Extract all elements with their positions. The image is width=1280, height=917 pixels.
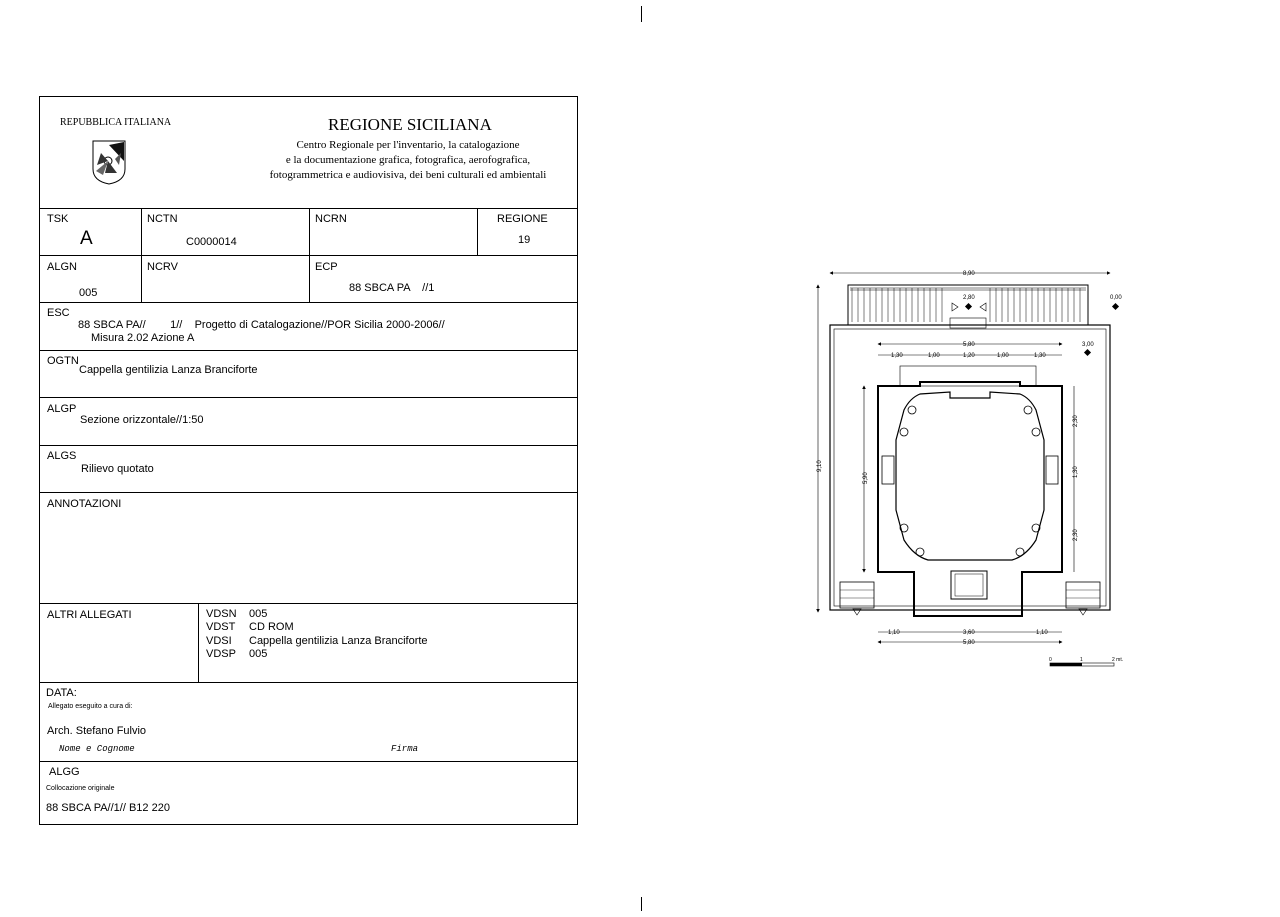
allegati-row — [206, 608, 428, 621]
level-text: 0,00 — [1110, 295, 1122, 301]
divider — [40, 682, 577, 683]
level-text: 3,00 — [1082, 342, 1094, 348]
dimension-text: 1,00 — [997, 353, 1009, 359]
level-text: 2,80 — [963, 295, 975, 301]
fold-mark-top — [641, 6, 642, 22]
column-icon — [1032, 428, 1040, 436]
scale-label: 1 — [1080, 657, 1083, 663]
esc-value-line2: Misura 2.02 Azione A — [91, 332, 195, 344]
center-line: e la documentazione grafica, fotografica, aerofografica, — [285, 154, 531, 166]
dimension-text: 2,30 — [1073, 415, 1079, 427]
algg-value: 88 SBCA PA//1// B12 220 — [46, 802, 170, 814]
allegati-value: 005 — [249, 608, 268, 620]
center-description — [258, 138, 558, 183]
regione-value: 19 — [518, 234, 531, 246]
dimension-text: 1,20 — [963, 353, 975, 359]
level-marker-icon — [1112, 303, 1119, 310]
landing — [950, 318, 986, 328]
allegati-value: CD ROM — [249, 621, 294, 634]
dimension-text: 1,30 — [891, 353, 903, 359]
side-stair — [840, 582, 874, 608]
nome-cognome-label: Nome e Cognome — [59, 744, 135, 754]
dimension-text: 1,30 — [1073, 466, 1079, 478]
arrow-icon — [952, 303, 958, 311]
divider — [141, 208, 142, 302]
regione-label: REGIONE — [497, 213, 548, 225]
region-title: REGIONE SICILIANA — [328, 115, 492, 134]
allegati-value: Cappella gentilizia Lanza Branciforte — [249, 634, 428, 647]
data-label: DATA: — [46, 687, 77, 699]
allegati-row — [206, 621, 428, 634]
algn-value: 005 — [79, 287, 98, 299]
nctn-label: NCTN — [147, 213, 178, 225]
algs-label: ALGS — [47, 450, 77, 462]
ecp-label: ECP — [315, 261, 338, 273]
esc-value-line1: 88 SBCA PA// 1// Progetto di Catalogazione//POR Sicilia 2000-2006// — [78, 319, 445, 331]
divider — [40, 603, 577, 604]
dimension-text: 3,60 — [963, 630, 975, 636]
scale-label: 0 — [1049, 657, 1052, 663]
scale-label: 2 mt. — [1112, 657, 1124, 663]
dimension-text: 9,10 — [817, 460, 823, 472]
chapel-interior — [896, 392, 1044, 560]
entrance — [951, 571, 987, 599]
column-icon — [1024, 406, 1032, 414]
dimension-text: 2,30 — [1073, 529, 1079, 541]
level-marker-icon — [965, 303, 972, 310]
level-marker-icon — [1084, 349, 1091, 356]
esc-label: ESC — [47, 307, 70, 319]
collocazione-label: Collocazione originale — [46, 785, 115, 792]
divider — [40, 761, 577, 762]
allegati-key: VDSI — [206, 634, 232, 647]
column-icon — [916, 548, 924, 556]
fold-mark-bottom — [641, 897, 642, 911]
ogtn-label: OGTN — [47, 355, 79, 367]
dimension-text: 1,10 — [1036, 630, 1048, 636]
divider — [40, 492, 577, 493]
dimension-text: 5,80 — [963, 640, 975, 646]
tsk-value: A — [80, 228, 93, 249]
ecp-value: 88 SBCA PA //1 — [349, 282, 435, 294]
divider — [40, 445, 577, 446]
allegati-key: VDST — [206, 621, 236, 634]
altri-allegati-label: ALTRI ALLEGATI — [47, 609, 132, 621]
eseguito-label: Allegato eseguito a cura di: — [48, 703, 133, 710]
center-line: fotogrammetrica e audiovisiva, dei beni culturali ed ambientali — [269, 169, 547, 181]
divider — [40, 302, 577, 303]
algs-value: Rilievo quotato — [81, 463, 154, 475]
dimension-text: 1,10 — [888, 630, 900, 636]
chapel-wall — [878, 382, 1062, 616]
center-line: Centro Regionale per l'inventario, la catalogazione — [296, 139, 520, 151]
nctn-value: C0000014 — [186, 236, 237, 248]
republic-label: REPUBBLICA ITALIANA — [60, 117, 172, 128]
algg-label: ALGG — [49, 766, 80, 778]
dimension-text: 1,30 — [1034, 353, 1046, 359]
allegati-row — [206, 635, 428, 648]
catalog-card — [39, 96, 578, 825]
ogtn-value: Cappella gentilizia Lanza Branciforte — [79, 364, 258, 376]
allegati-row — [206, 648, 428, 661]
firma-label: Firma — [391, 744, 419, 754]
ncrv-label: NCRV — [147, 261, 178, 273]
outer-wall — [830, 325, 1110, 610]
dimension-text: 5,80 — [963, 342, 975, 348]
dimension-text: 8,90 — [963, 271, 975, 277]
sicily-emblem-icon — [91, 139, 127, 185]
algp-value: Sezione orizzontale//1:50 — [80, 414, 204, 426]
divider — [198, 603, 199, 682]
allegati-value: 005 — [249, 647, 268, 660]
dimension-text: 1,00 — [928, 353, 940, 359]
ncrn-label: NCRN — [315, 213, 347, 225]
column-icon — [908, 406, 916, 414]
dimension-text: 5,90 — [863, 472, 869, 484]
column-icon — [900, 428, 908, 436]
algn-label: ALGN — [47, 261, 77, 273]
tsk-label: TSK — [47, 213, 69, 225]
divider — [40, 350, 577, 351]
floor-plan-drawing — [800, 260, 1140, 670]
arrow-icon — [980, 303, 986, 311]
scale-bar — [1049, 657, 1123, 666]
side-niche — [882, 456, 894, 484]
column-icon — [1016, 548, 1024, 556]
divider — [309, 208, 310, 302]
divider — [40, 397, 577, 398]
side-stair — [1066, 582, 1100, 608]
outer-wall-inner — [834, 329, 1106, 606]
entrance-inner — [955, 574, 983, 596]
allegati-key: VDSN — [206, 608, 237, 620]
algp-label: ALGP — [47, 403, 77, 415]
allegati-list — [206, 608, 428, 661]
allegati-key: VDSP — [206, 647, 236, 660]
side-niche — [1046, 456, 1058, 484]
divider — [477, 208, 478, 255]
author-name: Arch. Stefano Fulvio — [47, 725, 147, 737]
annotazioni-label: ANNOTAZIONI — [47, 498, 122, 510]
